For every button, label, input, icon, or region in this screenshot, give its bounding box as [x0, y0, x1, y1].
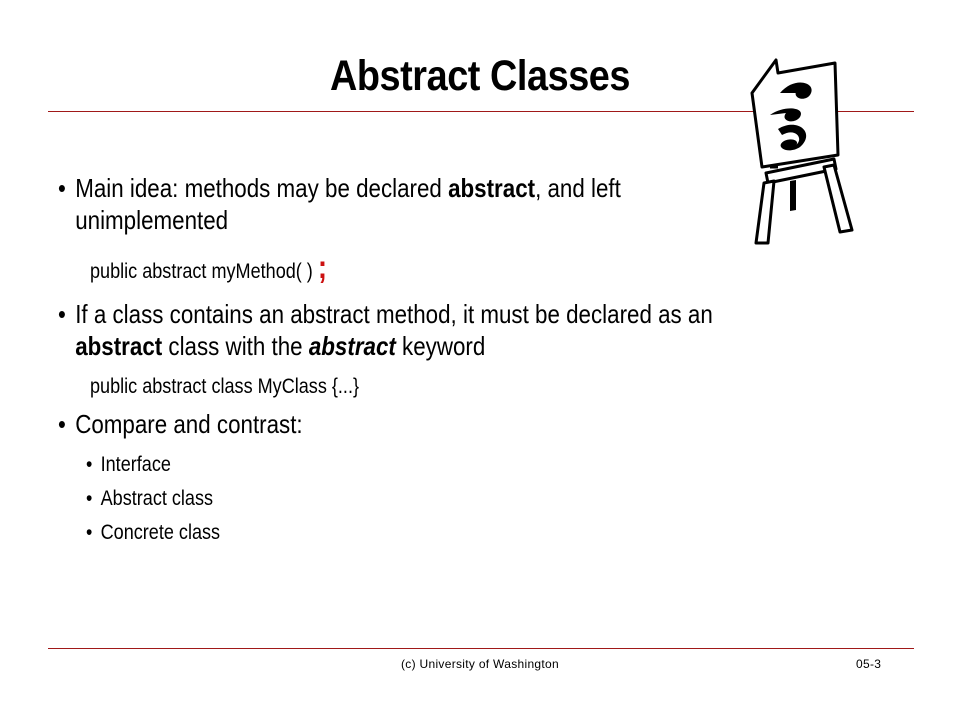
bullet-text: Compare and contrast: [75, 409, 303, 439]
bullet-bold-italic-text: abstract [308, 331, 396, 361]
easel-icon [740, 55, 860, 250]
bullet-continuation: unimplemented [75, 205, 229, 235]
footer-rule [48, 648, 914, 649]
bullet-text: keyword [395, 331, 486, 361]
bullet-bold-text: abstract [75, 331, 163, 361]
bullet-compare [58, 408, 303, 440]
bullet-glyph: • [58, 409, 66, 439]
sub-bullet-interface [86, 452, 171, 478]
code-abstract-class: public abstract class MyClass {...} [90, 375, 360, 398]
bullet-text: If a class contains an abstract method, it must be declared as an [75, 299, 713, 329]
bullet-glyph: • [86, 453, 93, 476]
sub-bullet-concrete-class [86, 520, 220, 546]
bullet-abstract-class-rule [58, 298, 713, 362]
bullet-glyph: • [58, 299, 66, 329]
code-abstract-method [90, 249, 328, 285]
bullet-text: , and left [535, 173, 621, 203]
semicolon: ; [317, 249, 328, 285]
bullet-glyph: • [86, 487, 93, 510]
slide-title: Abstract Classes [329, 52, 631, 100]
sub-bullet-text: Abstract class [100, 487, 214, 510]
bullet-text: class with the [162, 331, 309, 361]
sub-bullet-text: Interface [100, 453, 171, 476]
bullet-text: Main idea: methods may be declared [75, 173, 449, 203]
footer-page-number: 05-3 [856, 657, 882, 671]
sub-bullet-text: Concrete class [100, 521, 221, 544]
bullet-bold-text: abstract [448, 173, 536, 203]
bullet-glyph: • [86, 521, 93, 544]
bullet-continuation [58, 330, 713, 362]
code-text: public abstract myMethod( ) [90, 260, 318, 283]
footer-copyright: (c) University of Washington [400, 657, 559, 671]
sub-bullet-abstract-class [86, 486, 213, 512]
bullet-glyph: • [58, 173, 66, 203]
bullet-main-idea [58, 172, 621, 236]
